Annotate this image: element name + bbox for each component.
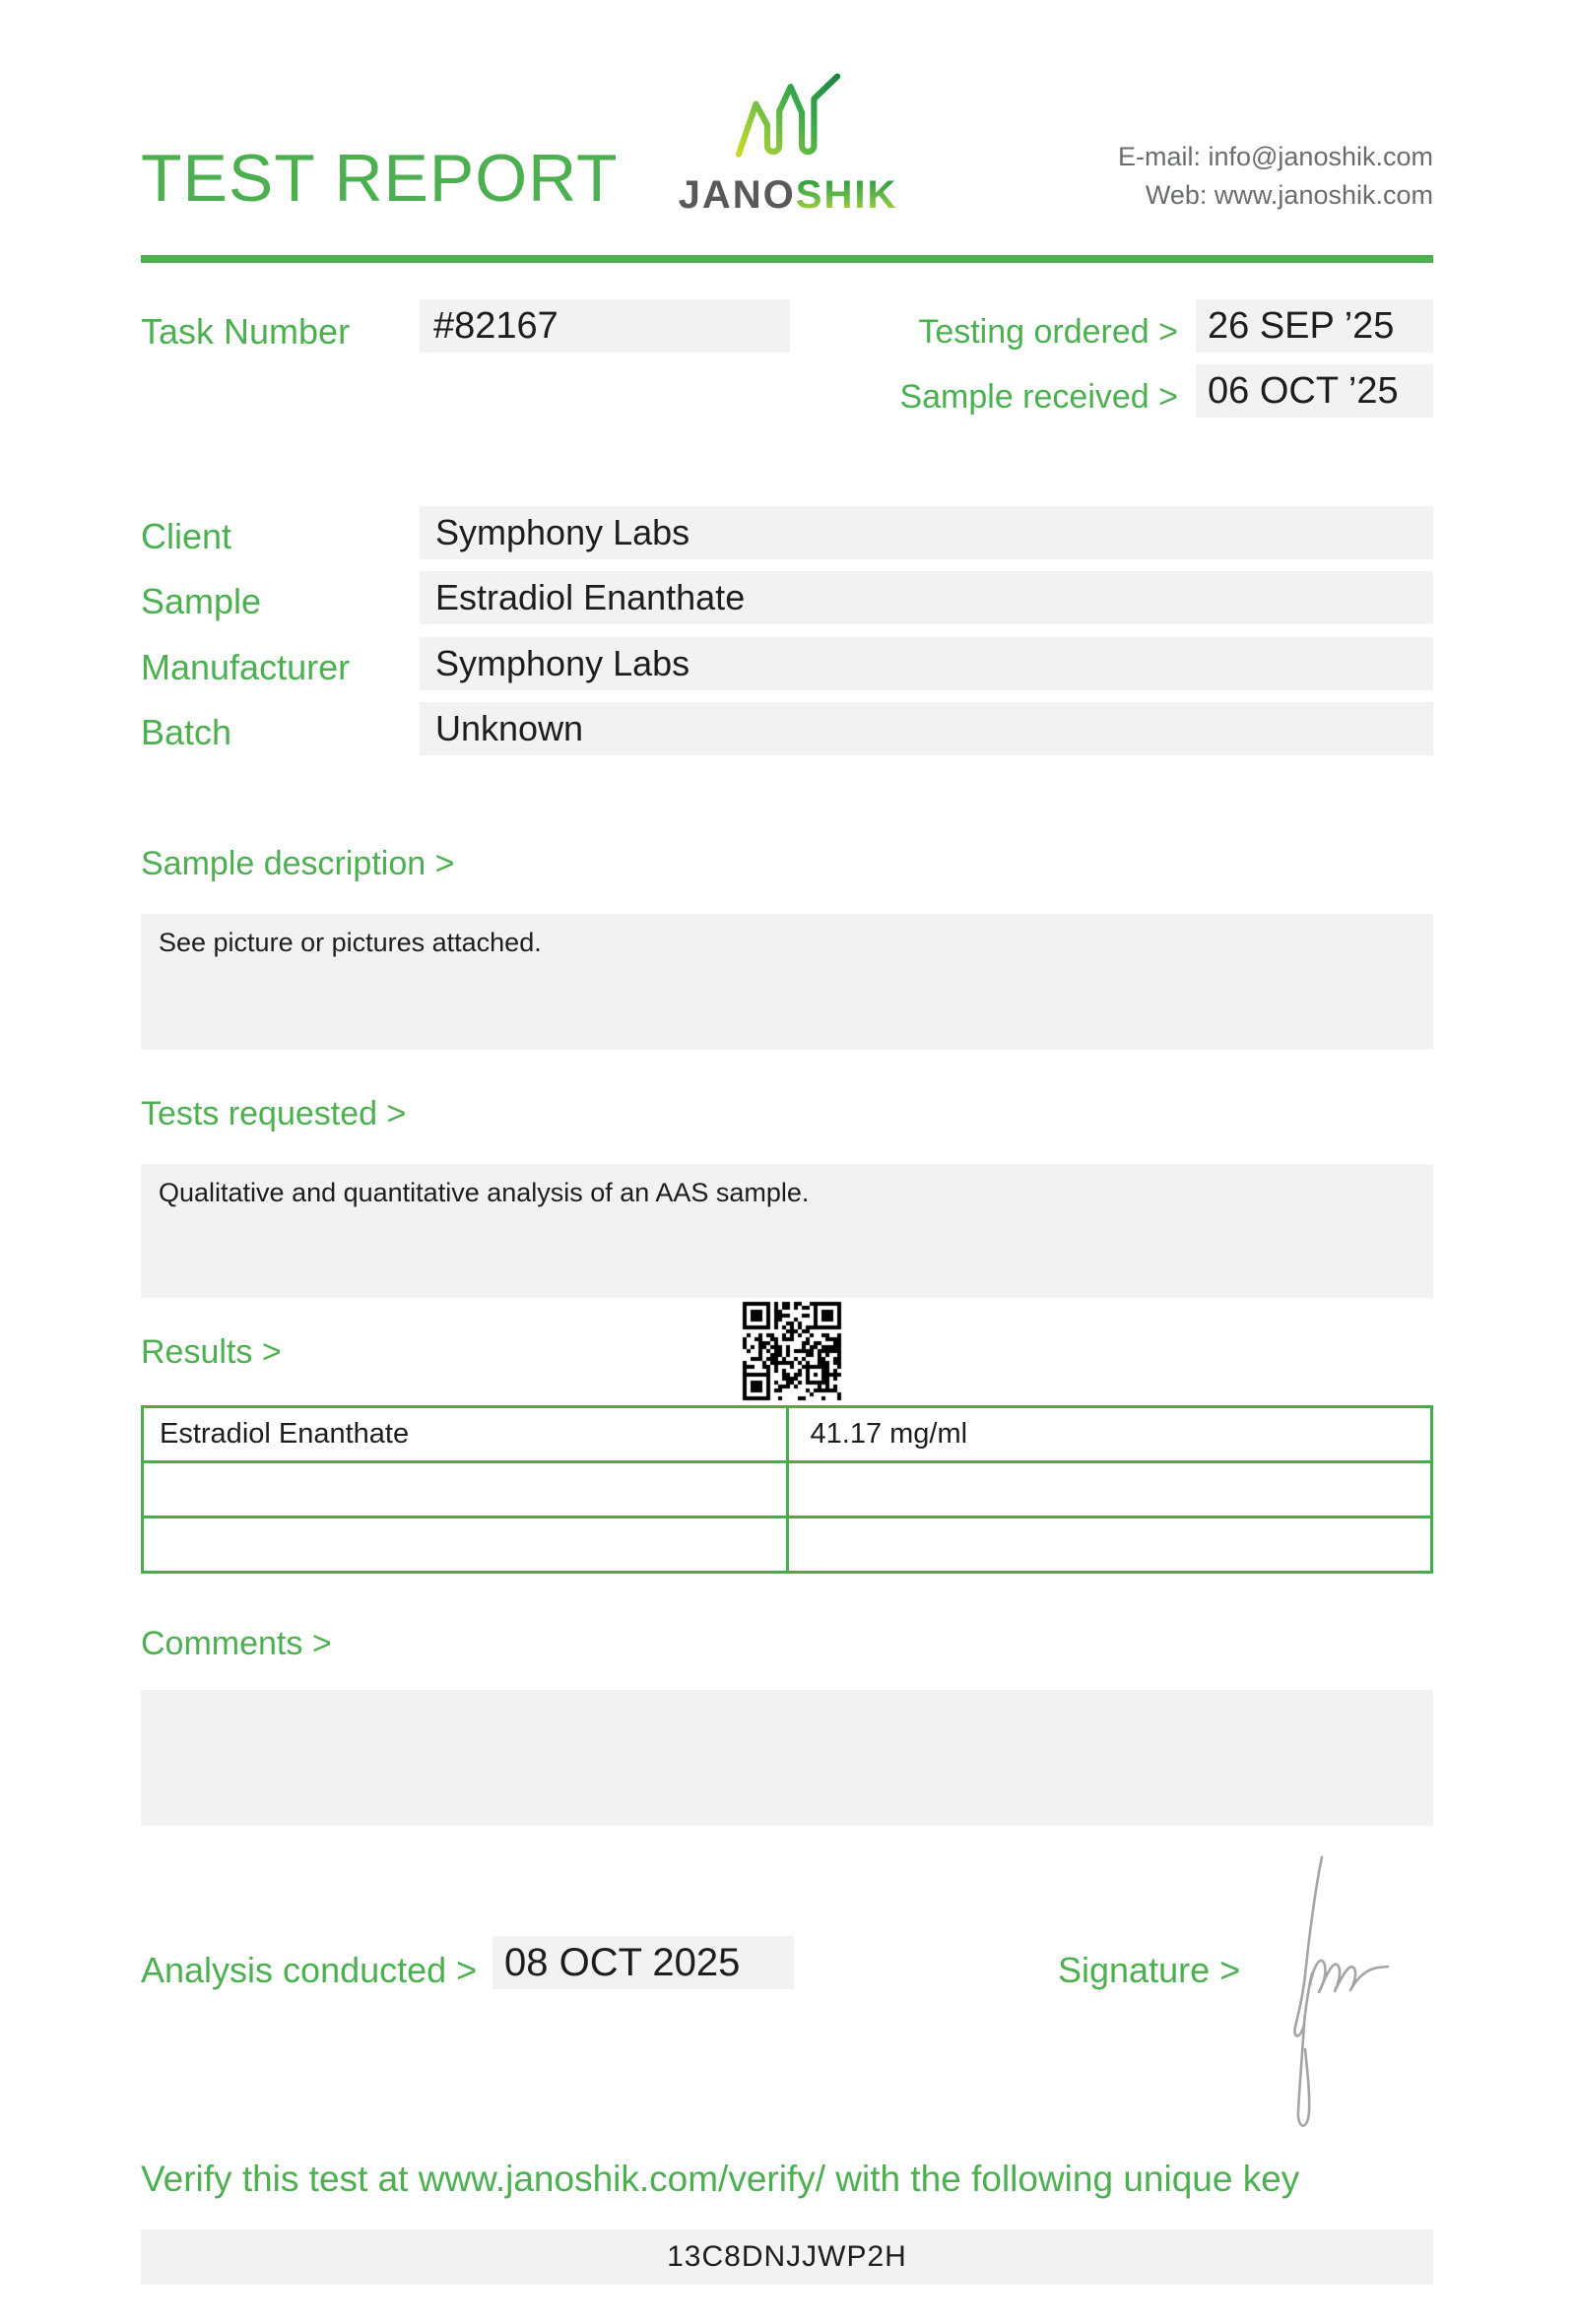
sample-received-value: 06 OCT ’25 (1208, 370, 1399, 412)
client-value: Symphony Labs (435, 512, 690, 552)
batch-value-box (420, 702, 1433, 755)
logo (621, 73, 955, 218)
comments-heading: Comments > (141, 1625, 332, 1662)
result-value-cell (787, 1517, 1432, 1573)
analysis-conducted-box (492, 1936, 794, 1989)
manufacturer-label: Manufacturer (141, 647, 351, 687)
sample-received-label: Sample received > (899, 378, 1178, 416)
sample-received-box (1196, 364, 1433, 418)
results-table (141, 1405, 1433, 1574)
results-row (143, 1517, 1432, 1573)
tests-requested-box (141, 1164, 1433, 1298)
result-substance-cell: Estradiol Enanthate (143, 1407, 788, 1462)
result-value-cell (787, 1462, 1432, 1517)
result-substance-cell (143, 1462, 788, 1517)
logo-wordmark-jano: JANO (678, 173, 796, 217)
results-row (143, 1462, 1432, 1517)
contact-web: Web: www.janoshik.com (1145, 180, 1433, 210)
signature-label: Signature > (1058, 1950, 1241, 1990)
contact-email: E-mail: info@janoshik.com (1117, 142, 1433, 171)
contact-info (1118, 138, 1433, 215)
testing-ordered-box (1196, 299, 1433, 353)
task-number-label: Task Number (141, 311, 351, 352)
sample-description-heading: Sample description > (141, 845, 455, 882)
logo-chart-icon (726, 73, 850, 160)
verify-key-box (141, 2229, 1433, 2285)
logo-wordmark-shik: SHIK (795, 173, 898, 217)
sample-value: Estradiol Enanthate (435, 577, 746, 617)
verify-text: Verify this test at www.janoshik.com/verify/ with the following unique key (141, 2159, 1300, 2199)
task-number-box (420, 299, 790, 353)
sample-value-box (420, 571, 1433, 624)
page-title: TEST REPORT (141, 141, 619, 216)
tests-requested-text: Qualitative and quantitative analysis of an AAS sample. (159, 1178, 810, 1207)
manufacturer-value-box (420, 637, 1433, 690)
client-value-box (420, 506, 1433, 559)
results-heading: Results > (141, 1333, 282, 1371)
qr-code (741, 1300, 843, 1402)
batch-value: Unknown (435, 708, 584, 748)
comments-box (141, 1690, 1433, 1826)
analysis-conducted-label: Analysis conducted > (141, 1950, 478, 1990)
testing-ordered-label: Testing ordered > (918, 313, 1178, 351)
task-number-value: #82167 (433, 305, 558, 347)
sample-label: Sample (141, 581, 262, 621)
results-row (143, 1407, 1432, 1462)
logo-wordmark (621, 173, 955, 218)
testing-ordered-value: 26 SEP ’25 (1208, 305, 1395, 347)
sample-description-text: See picture or pictures attached. (159, 928, 542, 957)
client-label: Client (141, 516, 232, 556)
tests-requested-heading: Tests requested > (141, 1095, 407, 1132)
signature-image (1263, 1847, 1401, 2143)
result-substance-cell (143, 1517, 788, 1573)
analysis-conducted-value: 08 OCT 2025 (504, 1941, 741, 1984)
manufacturer-value: Symphony Labs (435, 643, 690, 683)
comments-text (141, 1690, 1433, 1717)
sample-description-box (141, 914, 1433, 1050)
batch-label: Batch (141, 712, 232, 752)
result-value-cell: 41.17 mg/ml (787, 1407, 1432, 1462)
header-rule (141, 255, 1433, 263)
verify-key: 13C8DNJJWP2H (667, 2240, 907, 2273)
